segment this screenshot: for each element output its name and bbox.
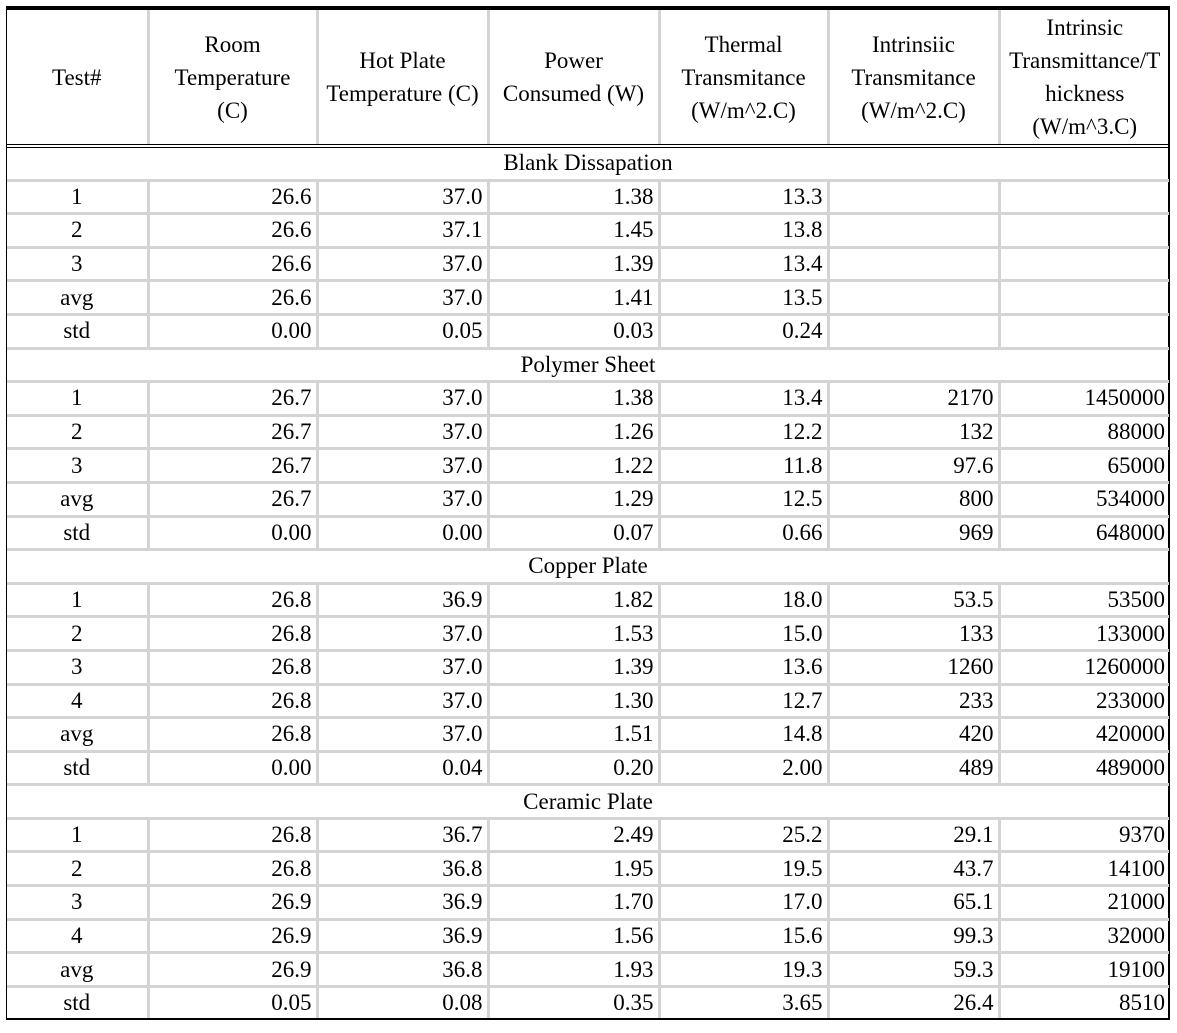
test-label-cell: 4 bbox=[7, 684, 148, 718]
table-cell: 37.1 bbox=[317, 214, 488, 248]
table-cell bbox=[828, 314, 999, 348]
table-cell: 26.7 bbox=[148, 449, 317, 483]
table-cell: 19.5 bbox=[659, 852, 828, 886]
table-cell: 1.41 bbox=[488, 281, 659, 315]
table-cell: 36.8 bbox=[317, 953, 488, 987]
test-label-cell: avg bbox=[7, 953, 148, 987]
table-cell: 26.6 bbox=[148, 214, 317, 248]
table-cell: 43.7 bbox=[828, 852, 999, 886]
table-row bbox=[7, 247, 1169, 281]
table-cell: 36.9 bbox=[317, 886, 488, 920]
table-cell bbox=[999, 281, 1169, 315]
table-cell: 26.9 bbox=[148, 919, 317, 953]
section-title: Copper Plate bbox=[7, 550, 1169, 584]
table-cell: 0.35 bbox=[488, 986, 659, 1018]
table-cell: 0.20 bbox=[488, 751, 659, 785]
table-cell: 1260 bbox=[828, 650, 999, 684]
table-cell: 26.8 bbox=[148, 650, 317, 684]
table-cell: 1.39 bbox=[488, 650, 659, 684]
table-cell: 11.8 bbox=[659, 449, 828, 483]
test-label-cell: 3 bbox=[7, 449, 148, 483]
test-label-cell: 1 bbox=[7, 180, 148, 214]
table-row bbox=[7, 482, 1169, 516]
table-cell: 1.38 bbox=[488, 180, 659, 214]
table-cell: 1.82 bbox=[488, 583, 659, 617]
table-row bbox=[7, 919, 1169, 953]
data-table-container bbox=[6, 6, 1170, 1020]
table-cell: 133 bbox=[828, 617, 999, 651]
table-cell: 37.0 bbox=[317, 382, 488, 416]
column-header-line: Transmitance bbox=[681, 64, 806, 90]
table-cell: 19.3 bbox=[659, 953, 828, 987]
table-cell: 13.5 bbox=[659, 281, 828, 315]
table-cell: 26.7 bbox=[148, 415, 317, 449]
table-row bbox=[7, 718, 1169, 752]
table-cell: 26.4 bbox=[828, 986, 999, 1018]
section-header-row bbox=[7, 550, 1169, 584]
table-cell: 65.1 bbox=[828, 886, 999, 920]
table-cell: 26.8 bbox=[148, 684, 317, 718]
column-header-line: Consumed (W) bbox=[502, 81, 645, 106]
table-cell bbox=[999, 314, 1169, 348]
test-label-cell: 3 bbox=[7, 247, 148, 281]
test-label-cell: 3 bbox=[7, 650, 148, 684]
test-label-cell: 1 bbox=[7, 583, 148, 617]
table-cell: 0.08 bbox=[317, 986, 488, 1018]
test-label-cell: avg bbox=[7, 482, 148, 516]
table-cell: 2.00 bbox=[659, 751, 828, 785]
table-cell: 1.38 bbox=[488, 382, 659, 416]
table-cell bbox=[828, 214, 999, 248]
table-row bbox=[7, 684, 1169, 718]
table-cell: 26.6 bbox=[148, 180, 317, 214]
table-cell: 32000 bbox=[999, 919, 1169, 953]
table-row bbox=[7, 583, 1169, 617]
table-row bbox=[7, 986, 1169, 1018]
table-cell: 17.0 bbox=[659, 886, 828, 920]
table-row bbox=[7, 953, 1169, 987]
table-row bbox=[7, 281, 1169, 315]
table-cell: 0.00 bbox=[148, 516, 317, 550]
test-label-cell: std bbox=[7, 986, 148, 1018]
thermal-test-table bbox=[7, 10, 1169, 1018]
table-cell: 8510 bbox=[1119, 990, 1165, 1016]
section-header-row bbox=[7, 146, 1169, 180]
column-header-line: Power bbox=[544, 48, 603, 73]
table-cell: 0.04 bbox=[317, 751, 488, 785]
section-header-row bbox=[7, 785, 1169, 819]
test-label-cell: 2 bbox=[7, 617, 148, 651]
table-cell bbox=[828, 180, 999, 214]
table-cell: 0.00 bbox=[148, 314, 317, 348]
table-cell: 648000 bbox=[999, 516, 1169, 550]
column-header bbox=[659, 10, 828, 146]
table-cell bbox=[999, 247, 1169, 281]
table-cell: 1.93 bbox=[488, 953, 659, 987]
table-cell: 420 bbox=[828, 718, 999, 752]
table-cell: 132 bbox=[828, 415, 999, 449]
table-cell: 1260000 bbox=[999, 650, 1169, 684]
table-cell: 37.0 bbox=[317, 415, 488, 449]
table-cell: 14.8 bbox=[659, 718, 828, 752]
section-title: Polymer Sheet bbox=[7, 348, 1169, 382]
table-cell: 1.29 bbox=[488, 482, 659, 516]
table-cell: 53.5 bbox=[828, 583, 999, 617]
table-cell: 13.3 bbox=[659, 180, 828, 214]
table-cell: 15.6 bbox=[659, 919, 828, 953]
table-cell bbox=[999, 180, 1169, 214]
table-cell: 99.3 bbox=[828, 919, 999, 953]
test-label-cell: 1 bbox=[7, 818, 148, 852]
table-row bbox=[7, 886, 1169, 920]
table-cell: 21000 bbox=[999, 886, 1169, 920]
table-row bbox=[7, 852, 1169, 886]
table-cell: 13.6 bbox=[659, 650, 828, 684]
test-label-cell: avg bbox=[7, 281, 148, 315]
table-cell: 13.8 bbox=[659, 214, 828, 248]
table-cell: 1.39 bbox=[488, 247, 659, 281]
header-row bbox=[7, 10, 1169, 146]
table-cell: 37.0 bbox=[317, 482, 488, 516]
table-cell: 29.1 bbox=[828, 818, 999, 852]
table-cell: 36.8 bbox=[317, 852, 488, 886]
table-cell: 15.0 bbox=[659, 617, 828, 651]
table-row bbox=[7, 415, 1169, 449]
table-cell: 800 bbox=[828, 482, 999, 516]
table-cell: 0.07 bbox=[488, 516, 659, 550]
table-cell: 0.00 bbox=[317, 516, 488, 550]
table-cell: 2.49 bbox=[488, 818, 659, 852]
test-label-cell: 2 bbox=[7, 852, 148, 886]
column-header-line: Hot Plate bbox=[359, 48, 446, 73]
column-header-line: Intrinsic bbox=[1046, 15, 1124, 40]
table-cell: 489 bbox=[828, 751, 999, 785]
test-label-cell: std bbox=[7, 314, 148, 348]
table-cell: 26.7 bbox=[148, 482, 317, 516]
table-row bbox=[7, 214, 1169, 248]
table-cell: 1.56 bbox=[488, 919, 659, 953]
table-cell: 9370 bbox=[999, 818, 1169, 852]
column-header-line: Transmittance/T bbox=[1009, 48, 1161, 73]
table-cell: 37.0 bbox=[317, 281, 488, 315]
table-row bbox=[7, 314, 1169, 348]
section-title: Blank Dissapation bbox=[7, 146, 1169, 180]
table-cell: 12.7 bbox=[659, 684, 828, 718]
table-cell: 59.3 bbox=[828, 953, 999, 987]
test-label-cell: avg bbox=[7, 718, 148, 752]
table-cell bbox=[999, 214, 1169, 248]
table-row bbox=[7, 751, 1169, 785]
column-header-line: (W/m^3.C) bbox=[1032, 114, 1138, 139]
column-header-line: (W/m^2.C) bbox=[691, 97, 796, 123]
table-cell: 26.9 bbox=[148, 886, 317, 920]
table-cell: 0.03 bbox=[488, 314, 659, 348]
table-cell: 19100 bbox=[999, 953, 1169, 987]
test-label-cell: 2 bbox=[7, 214, 148, 248]
table-cell: 1.95 bbox=[488, 852, 659, 886]
table-cell bbox=[828, 247, 999, 281]
table-cell: 26.8 bbox=[148, 818, 317, 852]
section-title: Ceramic Plate bbox=[7, 785, 1169, 819]
table-cell: 25.2 bbox=[659, 818, 828, 852]
table-cell: 97.6 bbox=[828, 449, 999, 483]
table-cell: 26.8 bbox=[148, 617, 317, 651]
table-cell: 233000 bbox=[999, 684, 1169, 718]
table-cell: 18.0 bbox=[659, 583, 828, 617]
table-cell: 26.8 bbox=[148, 718, 317, 752]
column-header-line: (W/m^2.C) bbox=[861, 97, 966, 123]
table-cell: 1450000 bbox=[999, 382, 1169, 416]
table-row bbox=[7, 818, 1169, 852]
table-row bbox=[7, 180, 1169, 214]
test-label-cell: 1 bbox=[7, 382, 148, 416]
table-cell: 0.05 bbox=[317, 314, 488, 348]
table-cell bbox=[828, 281, 999, 315]
table-cell: 420000 bbox=[999, 718, 1169, 752]
table-row bbox=[7, 617, 1169, 651]
test-label-cell: std bbox=[7, 751, 148, 785]
table-cell: 37.0 bbox=[317, 449, 488, 483]
table-cell: 1.22 bbox=[488, 449, 659, 483]
column-header bbox=[7, 10, 148, 146]
table-cell: 0.00 bbox=[148, 751, 317, 785]
table-cell: 26.9 bbox=[148, 953, 317, 987]
column-header-line: Room bbox=[204, 31, 261, 57]
table-cell: 26.7 bbox=[148, 382, 317, 416]
table-cell: 1.26 bbox=[488, 415, 659, 449]
table-cell: 53500 bbox=[999, 583, 1169, 617]
table-cell: 37.0 bbox=[317, 247, 488, 281]
table-cell: 534000 bbox=[999, 482, 1169, 516]
table-cell: 0.66 bbox=[659, 516, 828, 550]
table-cell: 26.6 bbox=[148, 247, 317, 281]
table-row bbox=[7, 449, 1169, 483]
column-header bbox=[828, 10, 999, 146]
table-cell: 37.0 bbox=[317, 180, 488, 214]
table-cell: 37.0 bbox=[317, 718, 488, 752]
column-header-line: Transmitance bbox=[851, 64, 976, 90]
column-header-line: Temperature bbox=[174, 64, 291, 90]
table-cell: 0.05 bbox=[148, 986, 317, 1018]
table-cell: 37.0 bbox=[317, 617, 488, 651]
table-cell: 13.4 bbox=[659, 382, 828, 416]
column-header-line: Test# bbox=[52, 64, 102, 90]
table-row bbox=[7, 516, 1169, 550]
table-cell: 36.7 bbox=[317, 818, 488, 852]
table-cell: 26.8 bbox=[148, 583, 317, 617]
column-header-line: Thermal bbox=[704, 31, 783, 57]
table-cell: 489000 bbox=[999, 751, 1169, 785]
table-row bbox=[7, 650, 1169, 684]
table-cell: 12.2 bbox=[659, 415, 828, 449]
table-cell: 26.6 bbox=[148, 281, 317, 315]
table-cell: 1.45 bbox=[488, 214, 659, 248]
section-header-row bbox=[7, 348, 1169, 382]
column-header-line: (C) bbox=[217, 97, 248, 123]
test-label-cell: 4 bbox=[7, 919, 148, 953]
table-cell: 36.9 bbox=[317, 919, 488, 953]
table-cell: 2170 bbox=[828, 382, 999, 416]
table-cell: 37.0 bbox=[317, 650, 488, 684]
table-cell: 0.24 bbox=[659, 314, 828, 348]
table-cell: 233 bbox=[828, 684, 999, 718]
table-cell: 1.30 bbox=[488, 684, 659, 718]
table-cell: 88000 bbox=[999, 415, 1169, 449]
table-cell: 65000 bbox=[999, 449, 1169, 483]
column-header bbox=[999, 10, 1169, 146]
table-row bbox=[7, 382, 1169, 416]
table-cell: 1.51 bbox=[488, 718, 659, 752]
table-cell: 26.8 bbox=[148, 852, 317, 886]
column-header-line: hickness bbox=[1045, 81, 1125, 106]
table-cell: 133000 bbox=[999, 617, 1169, 651]
test-label-cell: 3 bbox=[7, 886, 148, 920]
table-cell: 3.65 bbox=[659, 986, 828, 1018]
table-cell: 14100 bbox=[999, 852, 1169, 886]
table-cell: 13.4 bbox=[659, 247, 828, 281]
column-header bbox=[317, 10, 488, 146]
column-header bbox=[148, 10, 317, 146]
table-cell: 1.70 bbox=[488, 886, 659, 920]
table-cell: 36.9 bbox=[317, 583, 488, 617]
table-cell: 37.0 bbox=[317, 684, 488, 718]
column-header bbox=[488, 10, 659, 146]
table-cell: 12.5 bbox=[659, 482, 828, 516]
test-label-cell: 2 bbox=[7, 415, 148, 449]
column-header-line: Temperature (C) bbox=[326, 81, 479, 106]
table-cell: 1.53 bbox=[488, 617, 659, 651]
table-cell: 969 bbox=[828, 516, 999, 550]
test-label-cell: std bbox=[7, 516, 148, 550]
column-header-line: Intrinsiic bbox=[871, 31, 956, 57]
